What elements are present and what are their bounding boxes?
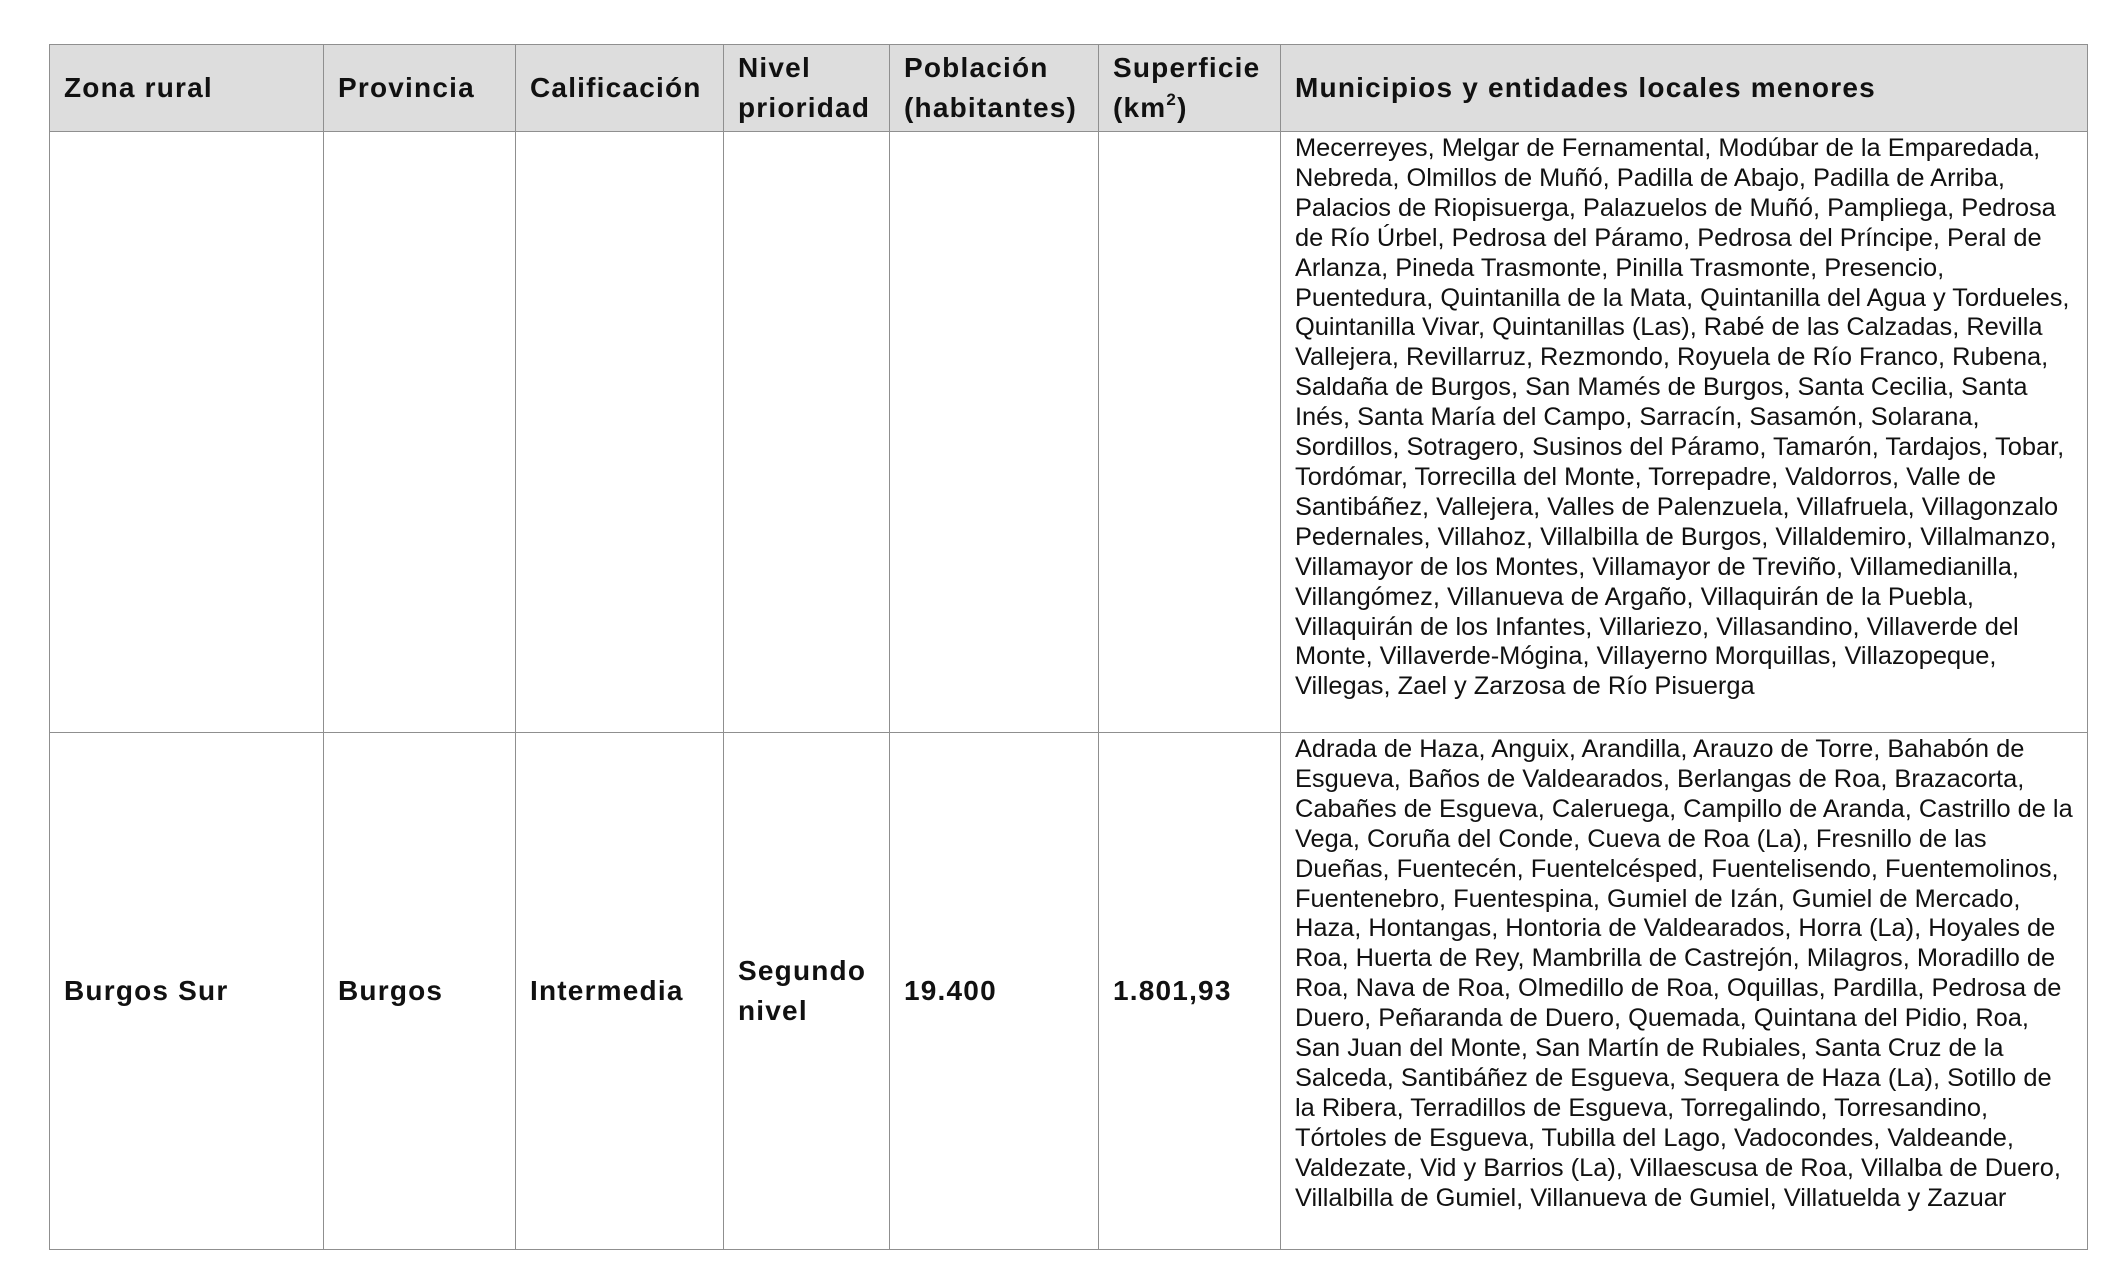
header-superficie-close: ): [1177, 92, 1188, 123]
cell-nivel-line2: nivel: [738, 995, 808, 1026]
header-zona-rural-label: Zona rural: [64, 72, 213, 103]
header-superficie-line1: Superficie: [1113, 52, 1261, 83]
header-poblacion-line1: Población: [904, 52, 1049, 83]
cell-municipios: Mecerreyes, Melgar de Fernamental, Modúbar de la Emparedada, Nebreda, Olmillos de Muñó, Padilla de Abajo, Padilla de Arriba, Palacios de Riopisuerga, Palazuelos de Muñó, Pampliega, Pedrosa de Río Úrbel, Pedrosa del Páramo, Pedrosa del Príncipe, Peral de Arlanza, Pineda Trasmonte, Pinilla Trasmonte, Presencio, Puentedura, Quintanilla de la Mata, Quintanilla del Agua y Tordueles, Quintanilla Vivar, Quintanillas (Las), Rabé de las Calzadas, Revilla Vallejera, Revillarruz, Rezmondo, Royuela de Río Franco, Rubena, Saldaña de Burgos, San Mamés de Burgos, Santa Cecilia, Santa Inés, Santa María del Campo, Sarracín, Sasamón, Solarana, Sordillos, Sotragero, Susinos del Páramo, Tamarón, Tardajos, Tobar, Tordómar, Torrecilla del Monte, Torrepadre, Valdorros, Valle de Santibáñez, Vallejera, Valles de Palenzuela, Villafruela, Villagonzalo Pedernales, Villahoz, Villalbilla de Burgos, Villaldemiro, Villalmanzo, Villamayor de los Montes, Villamayor de Treviño, Villamedianilla, Villangómez, Villanueva de Argaño, Villaquirán de la Puebla, Villaquirán de los Infantes, Villariezo, Villasandino, Villaverde del Monte, Villaverde-Mógina, Villayerno Morquillas, Villazopeque, Villegas, Zael y Zarzosa de Río Pisuerga: [1281, 132, 2088, 733]
header-superficie: [1099, 45, 1281, 132]
header-municipios: [1281, 45, 2088, 132]
header-poblacion-line2: (habitantes): [904, 92, 1078, 123]
header-provincia-label: Provincia: [338, 72, 475, 103]
cell-poblacion: [890, 132, 1099, 733]
header-superficie-exponent: 2: [1166, 90, 1178, 109]
cell-nivel-line1: Segundo: [738, 955, 867, 986]
cell-calificacion: [516, 132, 724, 733]
cell-zona-rural: Burgos Sur: [50, 733, 324, 1250]
header-row: [50, 45, 2088, 132]
header-provincia: [324, 45, 516, 132]
cell-nivel-prioridad: [724, 733, 890, 1250]
header-calificacion-label: Calificación: [530, 72, 702, 103]
header-poblacion: [890, 45, 1099, 132]
header-municipios-label: Municipios y entidades locales menores: [1295, 72, 1876, 103]
header-nivel-line1: Nivel: [738, 52, 811, 83]
rural-zones-table: [49, 44, 2088, 1250]
header-nivel-prioridad: [724, 45, 890, 132]
header-nivel-line2: prioridad: [738, 92, 871, 123]
header-zona-rural: [50, 45, 324, 132]
cell-zona-rural: [50, 132, 324, 733]
cell-municipios: Adrada de Haza, Anguix, Arandilla, Arauzo de Torre, Bahabón de Esgueva, Baños de Valdearados, Berlangas de Roa, Brazacorta, Cabañes de Esgueva, Caleruega, Campillo de Aranda, Castrillo de la Vega, Coruña del Conde, Cueva de Roa (La), Fresnillo de las Dueñas, Fuentecén, Fuentelcésped, Fuentelisendo, Fuentemolinos, Fuentenebro, Fuentespina, Gumiel de Izán, Gumiel de Mercado, Haza, Hontangas, Hontoria de Valdearados, Horra (La), Hoyales de Roa, Huerta de Rey, Mambrilla de Castrejón, Milagros, Moradillo de Roa, Nava de Roa, Olmedillo de Roa, Oquillas, Pardilla, Pedrosa de Duero, Peñaranda de Duero, Quemada, Quintana del Pidio, Roa, San Juan del Monte, San Martín de Rubiales, Santa Cruz de la Salceda, Santibáñez de Esgueva, Sequera de Haza (La), Sotillo de la Ribera, Terradillos de Esgueva, Torregalindo, Torresandino, Tórtoles de Esgueva, Tubilla del Lago, Vadocondes, Valdeande, Valdezate, Vid y Barrios (La), Villaescusa de Roa, Villalba de Duero, Villalbilla de Gumiel, Villanueva de Gumiel, Villatuelda y Zazuar: [1281, 733, 2088, 1250]
cell-superficie: [1099, 132, 1281, 733]
cell-nivel-prioridad: [724, 132, 890, 733]
cell-provincia: Burgos: [324, 733, 516, 1250]
table-row: [50, 733, 2088, 1250]
header-superficie-unit: (km: [1113, 92, 1167, 123]
cell-provincia: [324, 132, 516, 733]
header-calificacion: [516, 45, 724, 132]
cell-poblacion: 19.400: [890, 733, 1099, 1250]
cell-calificacion: Intermedia: [516, 733, 724, 1250]
cell-superficie: 1.801,93: [1099, 733, 1281, 1250]
table-row: [50, 132, 2088, 733]
